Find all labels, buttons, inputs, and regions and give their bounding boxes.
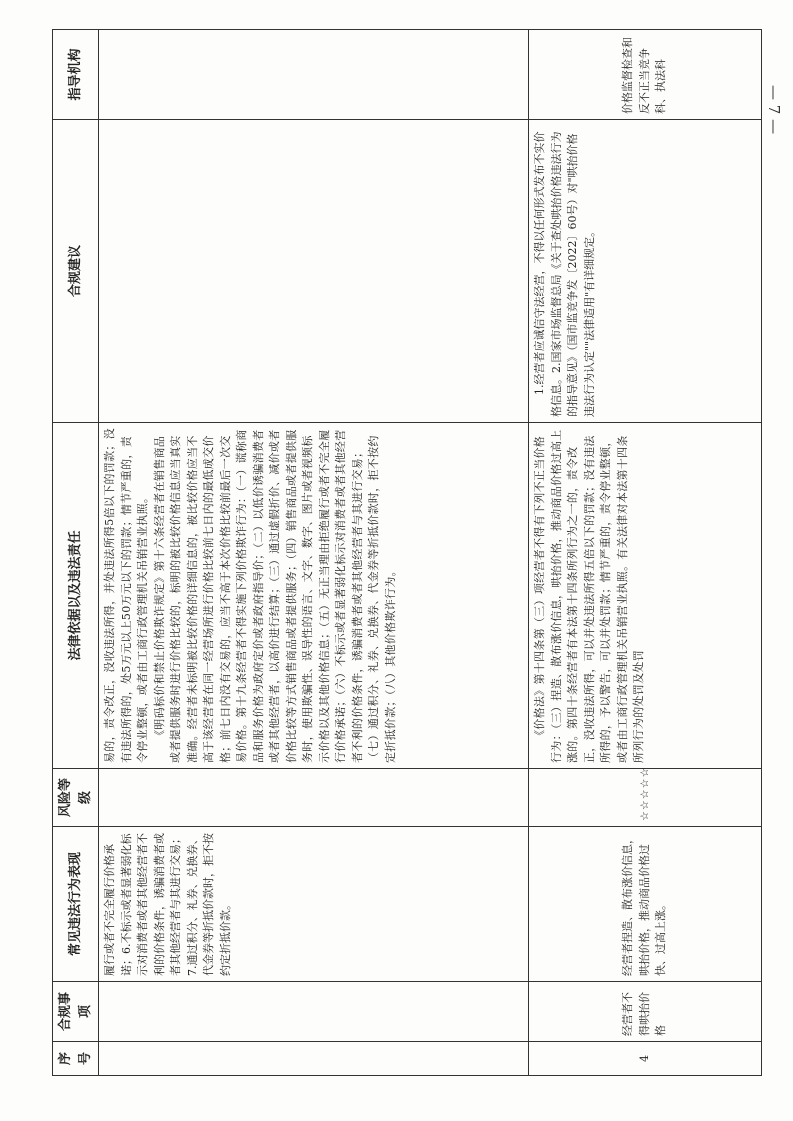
cell-advice: 1.经营者应诚信守法经营，不得以任何形式发布不实价格信息。2.国家市场监督总局《关于查处哄抬价格违法行为的指导意见》（国市监竞争发〔2022〕60号）对"哄抬价格违法行为认定""法律适用"有详细规定。 bbox=[529, 120, 762, 423]
cell-item bbox=[99, 982, 529, 1042]
cell-advice bbox=[99, 120, 529, 423]
cell-law: 《价格法》第十四条第（三）项经营者不得有下列不正当价格行为：（三）捏造、散布涨价信息，哄抬价格，推动商品价格过高上涨的。第四十条经营者有本法第十四条所列行为之一的，责令改正，没收违法所得，可以并处违法所得五倍以下的罚款；没有违法所得的，予以警告，可以并处罚款；情节严重的，责令停业整顿，或者由工商行政管理机关吊销营业执照。有关法律对本法第十四条所列行为的处罚及处罚 bbox=[529, 423, 762, 769]
header-behavior: 常见违法行为表现 bbox=[53, 827, 99, 982]
risk-stars: ☆☆☆☆☆ bbox=[529, 769, 762, 827]
header-seq: 序号 bbox=[53, 1042, 99, 1076]
law-paragraph-2: 《明码标价和禁止价格欺诈规定》第十六条经营者在销售商品或者提供服务时进行价格比较的，标明的被比较价格信息应当真实准确。经营者未标明被比较价格的详细信息的，被比较价格应当不高于该经营者在同一经营场所进行价格比较前七日内的最低成交价格；前七日内没有交易的，应当不高于本次价格比较前最后一次交易价格。第十九条经营者不得实施下列价格欺诈行为：（一）谎称商品和服务价格为政府定价或者政府指导价；（二）以低价诱骗消费者或者其他经营者，以高价进行结算；（三）通过虚假折价、减价或者价格比较等方式销售商品或者提供服务；（四）销售商品或者提供服务时，使用欺骗性、误导性的语言、文字、数字、图片或者视频标示价格以及其他价格信息；（五）无正当理由拒绝履行或者不完全履行价格承诺；（六）不标示或者显著弱化标示对消费者或者其他经营者不利的价格条件，诱骗消费者或者其他经营者与其进行交易；（七）通过积分、礼券、兑换券、代金券等折抵价款时，拒不按约定折抵价款；（八）其他价格欺诈行为。 bbox=[152, 429, 397, 763]
table-row-continued bbox=[99, 30, 529, 1076]
cell-seq: 4 bbox=[529, 1042, 762, 1076]
header-advice: 合规建议 bbox=[53, 120, 99, 423]
rotated-page bbox=[52, 30, 762, 1076]
page-number: — 7 — bbox=[765, 85, 783, 135]
cell-behavior: 履行或者不完全履行价格承诺；6.不标示或者显著弱化标示对消费者或者其他经营者不利的价格条件，诱骗消费者或者其他经营者与其进行交易；7.通过积分、礼券、兑换券、代金券等折抵价款时，拒不按约定折抵价款。 bbox=[99, 827, 529, 982]
cell-item: 经营者不得哄抬价格 bbox=[529, 982, 762, 1042]
compliance-table bbox=[52, 29, 762, 1076]
cell-agency: 价格监督检查和反不正当竞争科、执法科 bbox=[529, 30, 762, 120]
cell-seq bbox=[99, 1042, 529, 1076]
header-item: 合规事项 bbox=[53, 982, 99, 1042]
header-risk: 风险等级 bbox=[53, 769, 99, 827]
cell-risk bbox=[99, 769, 529, 827]
table-row-4 bbox=[529, 30, 762, 1076]
cell-agency bbox=[99, 30, 529, 120]
cell-behavior: 经营者捏造、散布涨价信息，哄抬价格，推动商品价格过快、过高上涨。 bbox=[529, 827, 762, 982]
header-law: 法律依据以及违法责任 bbox=[53, 423, 99, 769]
header-agency: 指导机构 bbox=[53, 30, 99, 120]
cell-law bbox=[99, 423, 529, 769]
header-row bbox=[53, 30, 99, 1076]
law-paragraph-1: 易的，责令改正，没收违法所得，并处违法所得5倍以下的罚款；没有违法所得的，处5万元以上50万元以下的罚款；情节严重的，责令停业整顿，或者由工商行政管理机关吊销营业执照。 bbox=[103, 428, 149, 763]
